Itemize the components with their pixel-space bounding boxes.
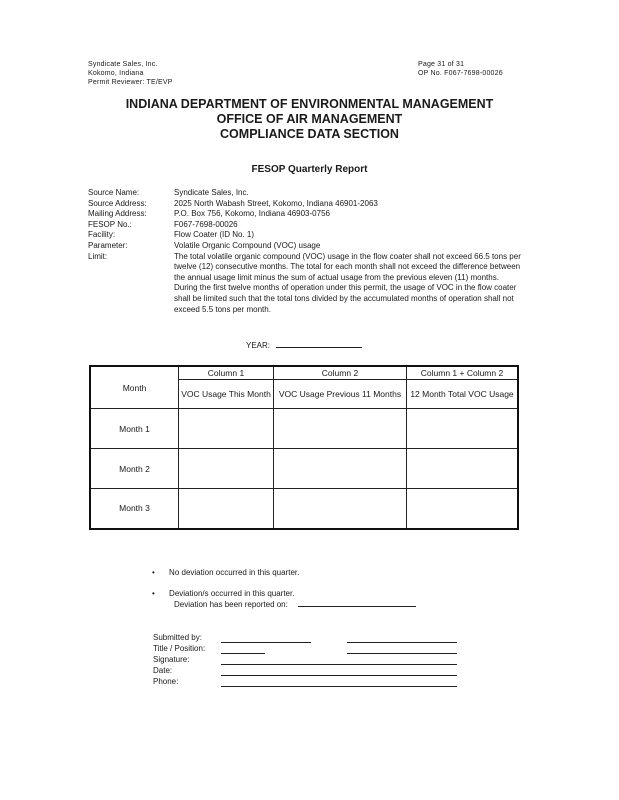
bullet-no-deviation xyxy=(152,568,299,577)
source-info xyxy=(88,188,524,315)
info-label: Mailing Address: xyxy=(88,209,147,219)
phone-label: Phone: xyxy=(153,677,179,686)
year-field xyxy=(246,341,362,352)
limit-text: The total volatile organic compound (VOC) usage in the flow coater shall not exceed 66.5 tons per twelve (12) consecutive months. The total for each month shall not exceed the difference between the annual usage limit minus the sum of actual usage from the previous eleven (11) months. During the first twelve months of operation under this permit, the usage of VOC in the flow coater shall be limited such that the total tons divided by the accumulated months of operation shall not exceed 5.5 tons per month. xyxy=(174,251,521,314)
agency-title: INDIANA DEPARTMENT OF ENVIRONMENTAL MANAGEMENT xyxy=(125,97,494,111)
year-input-line[interactable] xyxy=(276,347,362,348)
month-header: Month xyxy=(90,366,179,409)
info-row xyxy=(88,199,524,210)
signature-row xyxy=(153,654,457,665)
title-line-2[interactable] xyxy=(347,653,457,654)
phone-line[interactable] xyxy=(221,686,457,687)
title-row xyxy=(153,643,457,654)
month-2-total-cell[interactable] xyxy=(407,449,519,489)
page-number: Page 31 of 31 xyxy=(418,61,465,68)
month-3-column-2-cell[interactable] xyxy=(274,489,407,529)
info-label: Limit: xyxy=(88,251,108,261)
info-row xyxy=(88,252,524,316)
info-row xyxy=(88,241,524,252)
info-row xyxy=(88,220,524,231)
month-2-column-1-cell[interactable] xyxy=(179,449,274,489)
submitted-by-row xyxy=(153,632,457,643)
title-line[interactable] xyxy=(221,653,265,654)
month-3-total-cell[interactable] xyxy=(407,489,519,529)
month-1-column-1-cell[interactable] xyxy=(179,409,274,449)
header-left xyxy=(88,60,173,87)
info-value: Volatile Organic Compound (VOC) usage xyxy=(174,240,321,250)
column-1-subheader: VOC Usage This Month xyxy=(179,380,274,409)
report-title: FESOP Quarterly Report xyxy=(251,164,368,175)
signature-block xyxy=(153,632,457,687)
submitted-by-label: Submitted by: xyxy=(153,633,202,642)
info-label: Parameter: xyxy=(88,240,128,250)
no-deviation-text: No deviation occurred in this quarter. xyxy=(169,568,300,577)
column-2-subheader: VOC Usage Previous 11 Months xyxy=(274,380,407,409)
header-right xyxy=(418,60,503,78)
info-label: FESOP No.: xyxy=(88,219,132,229)
date-line[interactable] xyxy=(221,675,457,676)
month-label: Month 1 xyxy=(90,409,179,449)
month-label: Month 2 xyxy=(90,449,179,489)
company-city: Kokomo, Indiana xyxy=(88,70,144,77)
info-value: Flow Coater (ID No. 1) xyxy=(174,230,255,240)
signature-line[interactable] xyxy=(221,664,457,665)
column-total-subheader: 12 Month Total VOC Usage xyxy=(407,380,519,409)
month-1-total-cell[interactable] xyxy=(407,409,519,449)
month-2-column-2-cell[interactable] xyxy=(274,449,407,489)
office-title: OFFICE OF AIR MANAGEMENT xyxy=(216,112,403,126)
info-row xyxy=(88,230,524,241)
info-label: Facility: xyxy=(88,230,116,240)
info-value: P.O. Box 756, Kokomo, Indiana 46903-0756 xyxy=(174,209,330,219)
deviation-text: Deviation/s occurred in this quarter. xyxy=(169,589,295,598)
info-value: 2025 North Wabash Street, Kokomo, Indiana 46901-2063 xyxy=(174,198,378,208)
deviation-reported xyxy=(174,600,416,609)
title-label: Title / Position: xyxy=(153,644,206,653)
company-name: Syndicate Sales, Inc. xyxy=(88,61,158,68)
quarterly-report-table xyxy=(89,365,519,530)
table-row xyxy=(90,449,518,489)
phone-row xyxy=(153,676,457,687)
table-row xyxy=(90,489,518,529)
permit-number: OP No. F067-7698-00026 xyxy=(418,70,503,77)
bullet-icon: • xyxy=(152,568,155,577)
submitted-by-line-2[interactable] xyxy=(347,642,457,643)
column-total-header: Column 1 + Column 2 xyxy=(407,366,519,380)
deviation-reported-label: Deviation has been reported on: xyxy=(174,600,288,609)
month-3-column-1-cell[interactable] xyxy=(179,489,274,529)
table-row xyxy=(90,409,518,449)
info-value: F067-7698-00026 xyxy=(174,219,238,229)
section-title: COMPLIANCE DATA SECTION xyxy=(220,127,399,141)
info-label: Source Address: xyxy=(88,198,147,208)
year-label: YEAR: xyxy=(246,341,271,350)
info-row xyxy=(88,209,524,220)
permit-reviewer: Permit Reviewer: TE/EVP xyxy=(88,79,173,86)
month-label: Month 3 xyxy=(90,489,179,529)
date-label: Date: xyxy=(153,666,173,675)
info-label: Source Name: xyxy=(88,188,140,197)
column-2-header: Column 2 xyxy=(274,366,407,380)
info-row xyxy=(88,188,524,199)
column-1-header: Column 1 xyxy=(179,366,274,380)
deviation-reported-line[interactable] xyxy=(298,606,416,607)
signature-label: Signature: xyxy=(153,655,190,664)
bullet-icon: • xyxy=(152,589,155,598)
info-value: Syndicate Sales, Inc. xyxy=(174,188,249,197)
bullet-deviation xyxy=(152,589,294,598)
month-1-column-2-cell[interactable] xyxy=(274,409,407,449)
submitted-by-line[interactable] xyxy=(221,642,311,643)
date-row xyxy=(153,665,457,676)
